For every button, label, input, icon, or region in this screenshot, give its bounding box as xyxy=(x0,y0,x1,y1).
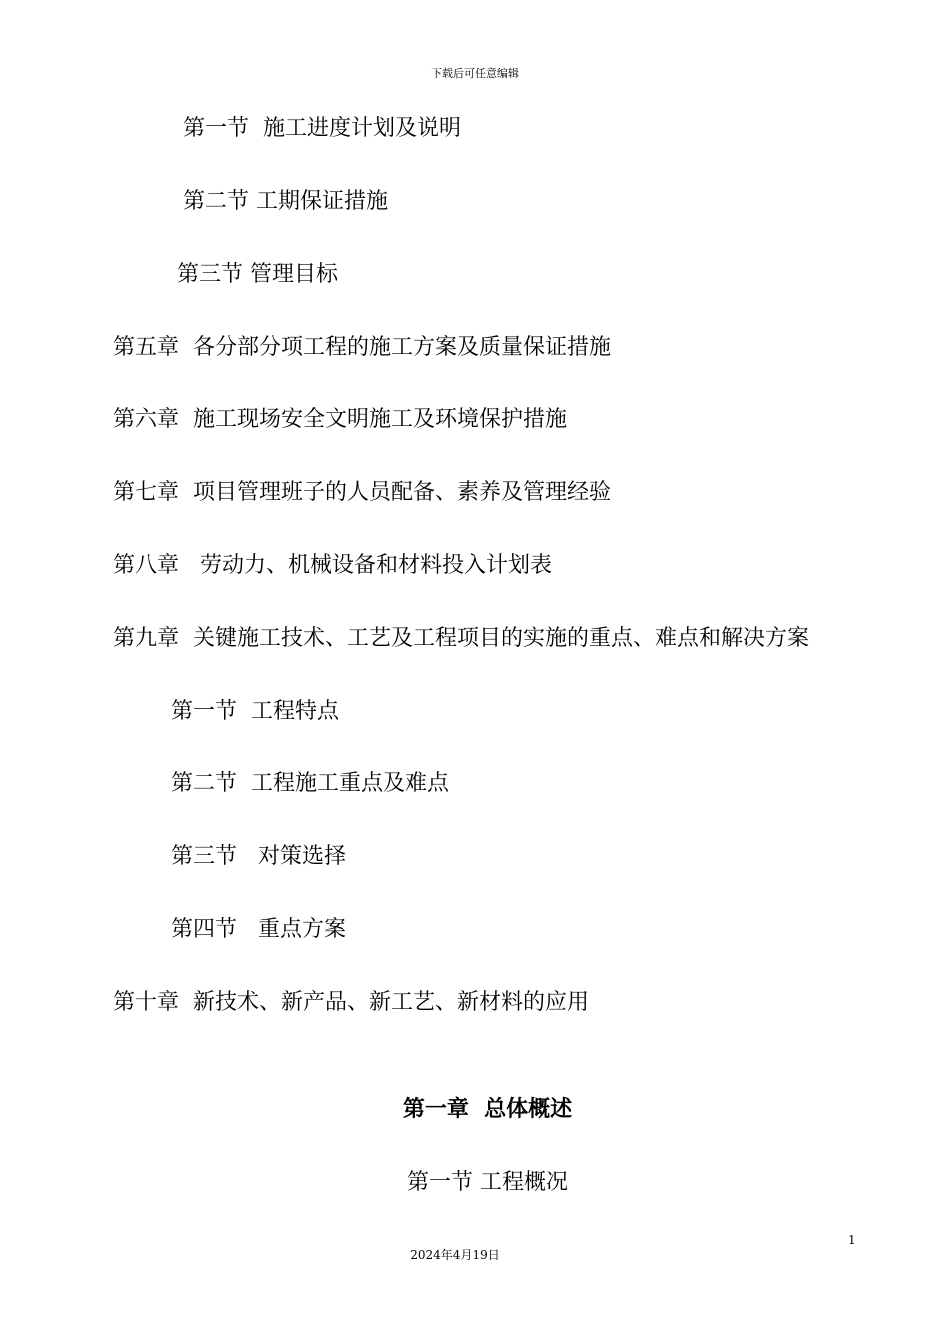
footer-date: 2024年4月19日 xyxy=(410,1248,500,1262)
toc-chapter-9: 第九章 关键施工技术、工艺及工程项目的实施的重点、难点和解决方案 xyxy=(113,626,809,651)
toc-section-progress-plan: 第一节 施工进度计划及说明 xyxy=(183,116,461,141)
toc-chapter-6: 第六章 施工现场安全文明施工及环境保护措施 xyxy=(113,407,567,432)
toc-section-schedule-guarantee: 第二节 工期保证措施 xyxy=(183,189,388,214)
toc-section-project-features: 第一节 工程特点 xyxy=(171,699,339,724)
toc-section-management-goals: 第三节 管理目标 xyxy=(177,262,338,287)
chapter-heading: 第一章 总体概述 xyxy=(402,1097,573,1122)
page-number: 1 xyxy=(848,1233,856,1247)
toc-chapter-5: 第五章 各分部分项工程的施工方案及质量保证措施 xyxy=(113,335,611,360)
toc-section-key-difficulties: 第二节 工程施工重点及难点 xyxy=(171,771,449,796)
toc-chapter-10: 第十章 新技术、新产品、新工艺、新材料的应用 xyxy=(113,990,589,1015)
toc-chapter-8: 第八章 劳动力、机械设备和材料投入计划表 xyxy=(113,553,552,578)
toc-section-countermeasures: 第三节 对策选择 xyxy=(171,844,346,869)
toc-section-key-plans: 第四节 重点方案 xyxy=(171,917,346,942)
section-heading: 第一节 工程概况 xyxy=(407,1170,568,1195)
page-header: 下载后可任意编辑 xyxy=(431,67,519,80)
toc-chapter-7: 第七章 项目管理班子的人员配备、素养及管理经验 xyxy=(113,480,611,505)
